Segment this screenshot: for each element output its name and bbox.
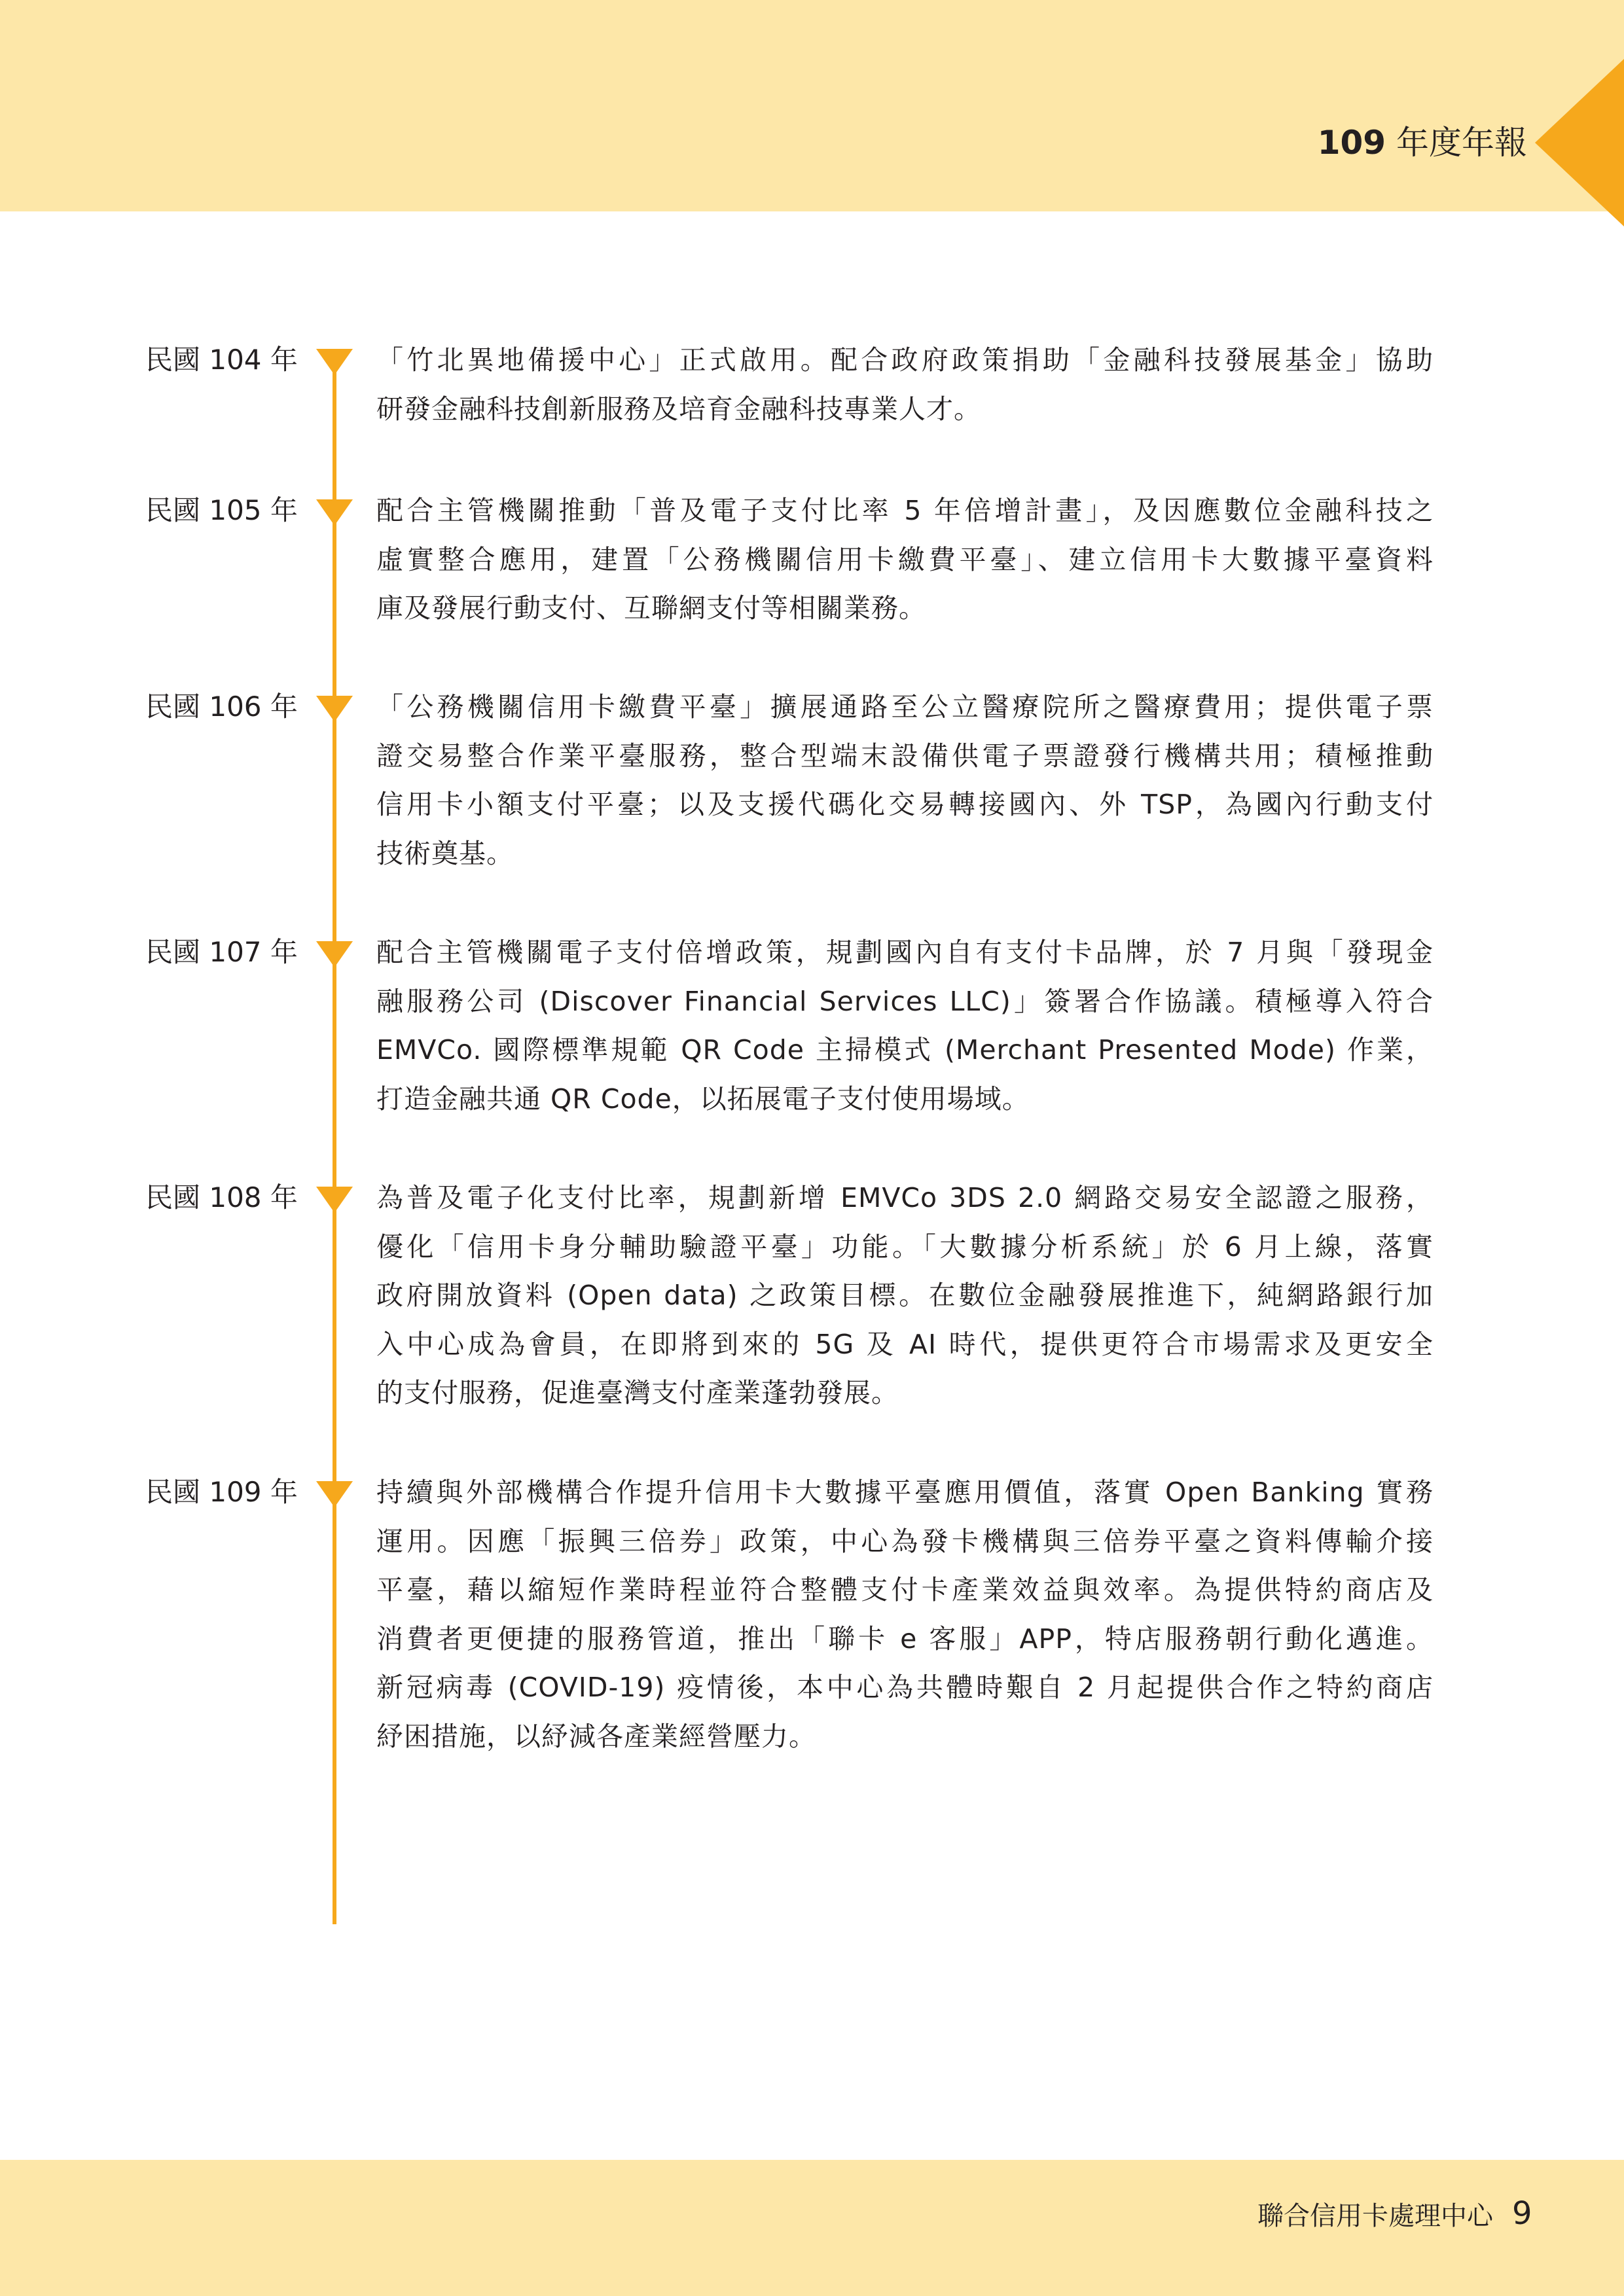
entry-line: 配合主管機關電子支付倍增政策，規劃國內自有支付卡品牌，於 7 月與「發現金 [376,937,1434,968]
entry-line: 為普及電子化支付比率，規劃新增 EMVCo 3DS 2.0 網路交易安全認證之服務， [376,1182,1434,1213]
entry-line: 運用。因應「振興三倍券」政策，中心為發卡機構與三倍券平臺之資料傳輸介接 [376,1525,1434,1557]
page-number: 9 [1512,2195,1532,2232]
entry-year: 民國 108 年 [145,1181,298,1213]
entry-line: 研發金融科技創新服務及培育金融科技專業人才。 [376,393,981,425]
timeline-line [333,357,336,1924]
entry-line: 信用卡小額支付平臺；以及支援代碼化交易轉接國內、外 TSP，為國內行動支付 [376,789,1434,820]
entry-line: 技術奠基。 [376,837,514,869]
entry-description [376,1468,1434,1761]
entry-line: 「公務機關信用卡繳費平臺」擴展通路至公立醫療院所之醫療費用；提供電子票 [376,691,1434,723]
triangle-down-icon [316,1481,353,1507]
entry-line: 入中心成為會員，在即將到來的 5G 及 AI 時代，提供更符合市場需求及更安全 [376,1328,1434,1360]
triangle-down-icon [316,941,353,967]
entry-description [376,486,1434,633]
entry-line: 虛實整合應用，建置「公務機關信用卡繳費平臺」、建立信用卡大數據平臺資料 [376,543,1434,575]
entry-line: 融服務公司 (Discover Financial Services LLC)」簽署合作協議。積極導入符合 [376,985,1434,1017]
entry-year: 民國 109 年 [145,1476,298,1508]
entry-year: 民國 105 年 [145,494,298,526]
entry-description [376,683,1434,878]
entry-line: EMVCo. 國際標準規範 QR Code 主掃模式 (Merchant Presented Mode) 作業， [376,1034,1434,1066]
entry-description [376,336,1434,433]
entry-year: 民國 107 年 [145,936,298,968]
entry-line: 消費者更便捷的服務管道，推出「聯卡 e 客服」APP，特店服務朝行動化邁進。 [376,1623,1434,1655]
entry-line: 政府開放資料 (Open data) 之政策目標。在數位金融發展推進下，純網路銀行加 [376,1280,1434,1311]
triangle-down-icon [316,349,353,375]
triangle-down-icon [316,1187,353,1213]
header-arrow-icon [1535,59,1624,226]
footer-organization: 聯合信用卡處理中心 [1257,2201,1493,2231]
entry-line: 優化「信用卡身分輔助驗證平臺」功能。「大數據分析系統」於 6 月上線，落實 [376,1230,1434,1263]
entry-line: 庫及發展行動支付、互聯網支付等相關業務。 [376,592,926,624]
entry-line: 紓困措施，以紓減各產業經營壓力。 [376,1720,816,1752]
entry-year: 民國 106 年 [145,691,298,723]
report-title [1318,123,1527,162]
entry-line: 持續與外部機構合作提升信用卡大數據平臺應用價值，落實 Open Banking 實務 [376,1477,1434,1508]
triangle-down-icon [316,499,353,526]
entry-line: 新冠病毒 (COVID-19) 疫情後，本中心為共體時艱自 2 月起提供合作之特約商店 [376,1672,1434,1703]
entry-year: 民國 104 年 [145,344,298,376]
header-band [0,0,1624,211]
entry-line: 「竹北異地備援中心」正式啟用。配合政府政策捐助「金融科技發展基金」協助 [376,344,1434,376]
triangle-down-icon [316,696,353,722]
entry-line: 平臺，藉以縮短作業時程並符合整體支付卡產業效益與效率。為提供特約商店及 [376,1574,1434,1605]
entry-line: 打造金融共通 QR Code，以拓展電子支付使用場域。 [376,1083,1030,1115]
entry-line: 配合主管機關推動「普及電子支付比率 5 年倍增計畫」，及因應數位金融科技之 [376,495,1434,526]
report-title-text: 年度年報 [1386,124,1527,162]
entry-description [376,1174,1434,1418]
entry-description [376,928,1434,1123]
entry-line: 的支付服務，促進臺灣支付產業蓬勃發展。 [376,1377,899,1408]
report-year: 109 [1317,124,1386,162]
entry-line: 證交易整合作業平臺服務，整合型端末設備供電子票證發行機構共用；積極推動 [376,740,1434,772]
